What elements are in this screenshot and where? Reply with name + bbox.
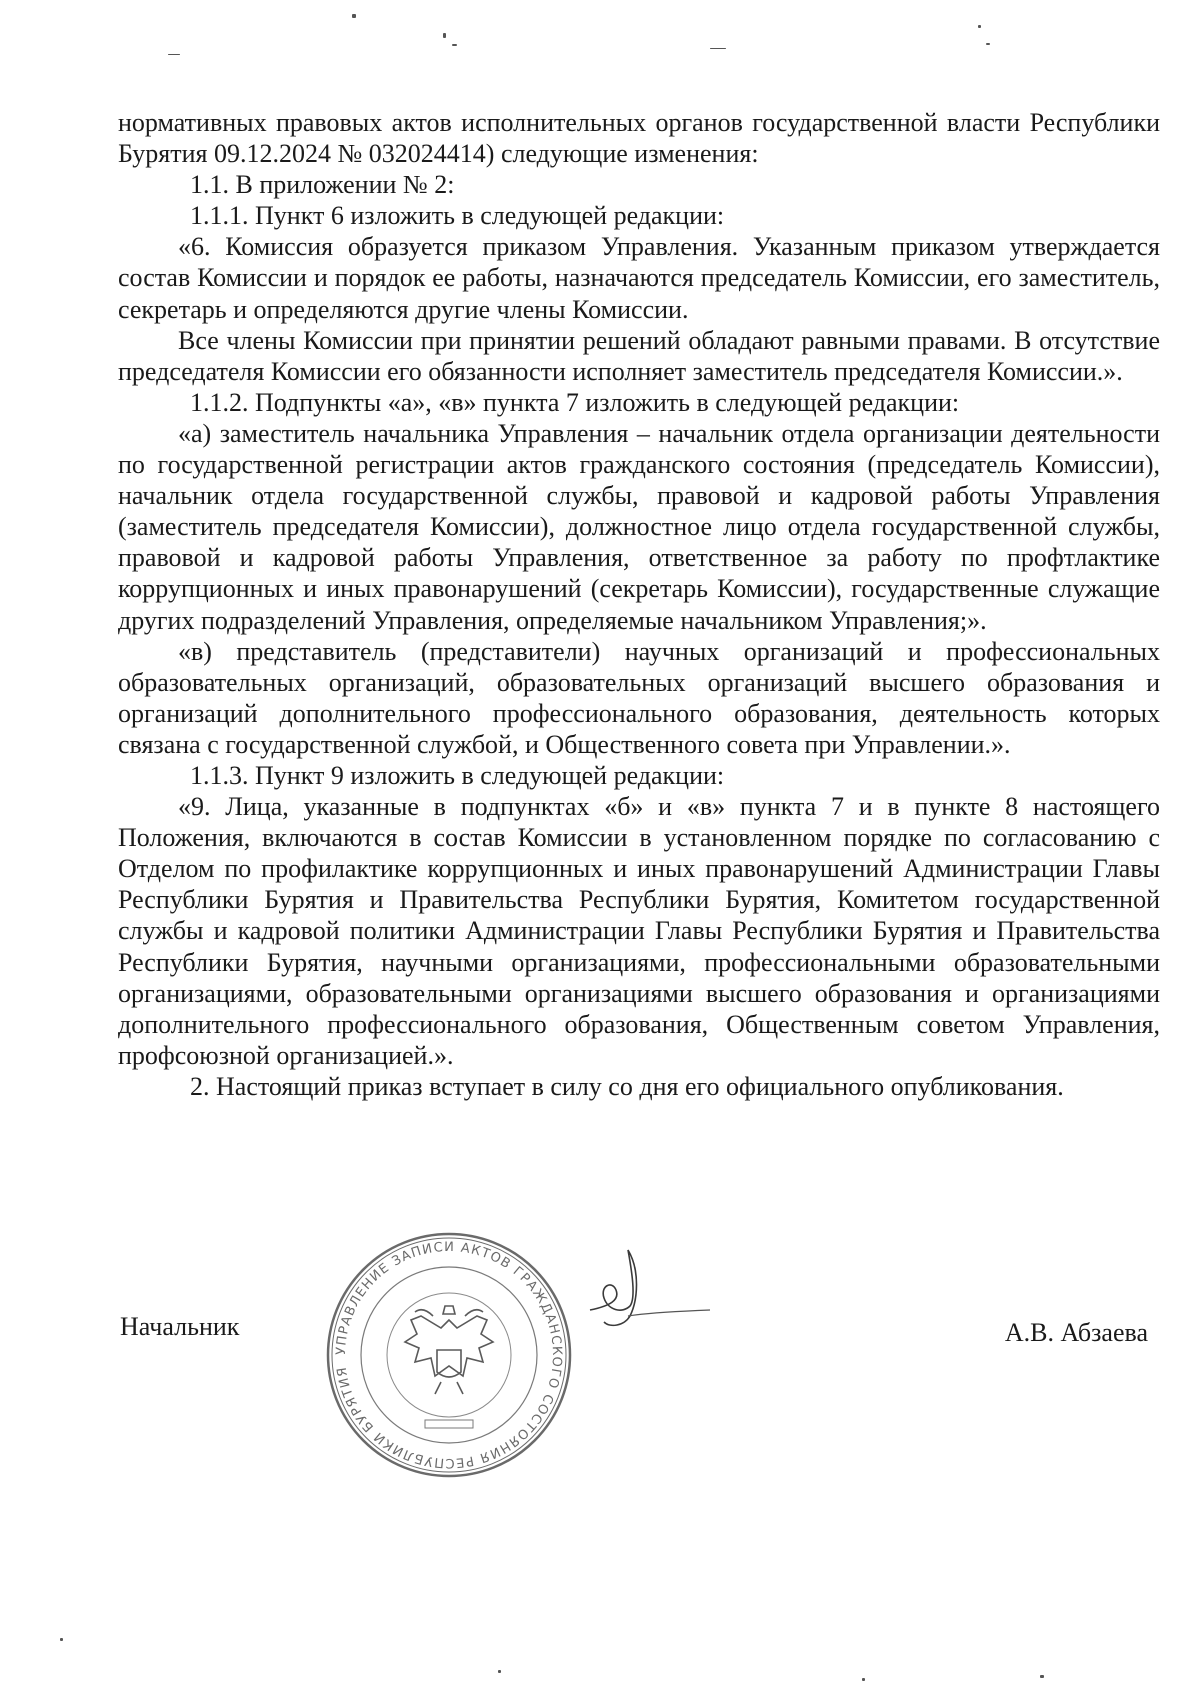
seal-text: УПРАВЛЕНИЕ ЗАПИСИ АКТОВ ГРАЖДАНСКОГО СОСТОЯНИЯ РЕСПУБЛИКИ БУРЯТИЯ (333, 1239, 565, 1471)
paragraph-point-6: «6. Комиссия образуется приказом Управления. Указанным приказом утверждается состав Комиссии и порядок ее работы, назначаются председатель Комиссии, его заместитель, секретарь и определяются другие члены Комиссии. (118, 232, 1160, 324)
scan-speck (978, 25, 981, 28)
scan-speck (710, 48, 726, 49)
scan-speck (60, 1638, 63, 1641)
scan-speck (168, 54, 180, 55)
scan-speck (986, 43, 990, 45)
paragraph-1-1-2: 1.1.2. Подпункты «а», «в» пункта 7 изложить в следующей редакции: (190, 387, 960, 417)
scan-speck (352, 14, 356, 18)
document-body (118, 107, 1160, 1102)
paragraph-subpoint-a: «а) заместитель начальника Управления – начальник отдела организации деятельности по государственной регистрации актов гражданского состояния (председатель Комиссии), начальник отдела государственной службы, правовой и кадровой работы Управления (заместитель председателя Комиссии), должностное лицо отдела государственной службы, правовой и кадровой работы Управления, ответственное за работу по профтлактике коррупционных и иных правонарушений (секретарь Комиссии), государственные служащие других подразделений Управления, определяемые начальником Управления;». (118, 418, 1160, 635)
paragraph-1-1-1: 1.1.1. Пункт 6 изложить в следующей редакции: (190, 201, 725, 231)
signature-block (118, 1312, 1160, 1362)
paragraph-members-equal: Все члены Комиссии при принятии решений обладают равными правами. В отсутствие председателя Комиссии его обязанности исполняет заместитель председателя Комиссии.». (118, 325, 1160, 386)
scan-speck (862, 1678, 865, 1681)
paragraph-point-9: «9. Лица, указанные в подпунктах «б» и «в» пункта 7 и в пункте 8 настоящего Положения, включаются в состав Комиссии в установленном порядке по согласованию с Отделом по профилактике коррупционных и иных правонарушений Администрации Главы Республики Бурятия и Правительства Республики Бурятия, Комитетом государственной службы и кадровой политики Администрации Главы Республики Бурятия и Правительства Республики Бурятия, научными организациями, профессиональными образовательными организациями, образовательными организациями высшего образования и организациями дополнительного профессионального образования, Общественным советом Управления, профсоюзной организацией.». (118, 792, 1160, 1070)
paragraph-1-1: 1.1. В приложении № 2: (190, 170, 455, 200)
signatory-name: А.В. Абзаева (1004, 1318, 1148, 1347)
scan-speck (498, 1670, 501, 1673)
scan-speck (1040, 1675, 1044, 1678)
paragraph-1-1-3: 1.1.3. Пункт 9 изложить в следующей редакции: (190, 760, 725, 790)
paragraph-effective: 2. Настоящий приказ вступает в силу со дня его официального опубликования. (190, 1071, 1064, 1101)
scan-speck (452, 44, 457, 46)
paragraph-intro: нормативных правовых актов исполнительных органов государственной власти Республики Бурятия 09.12.2024 № 032024414) следующие изменения: (118, 108, 1160, 169)
paragraph-subpoint-v: «в) представитель (представители) научных организаций и профессиональных образовательных организаций, образовательных организаций высшего образования и организаций дополнительного профессионального образования, деятельность которых связана с государственной службой, и Общественного совета при Управлении.». (118, 636, 1160, 759)
scan-speck (443, 33, 446, 38)
signatory-position: Начальник (120, 1312, 240, 1341)
